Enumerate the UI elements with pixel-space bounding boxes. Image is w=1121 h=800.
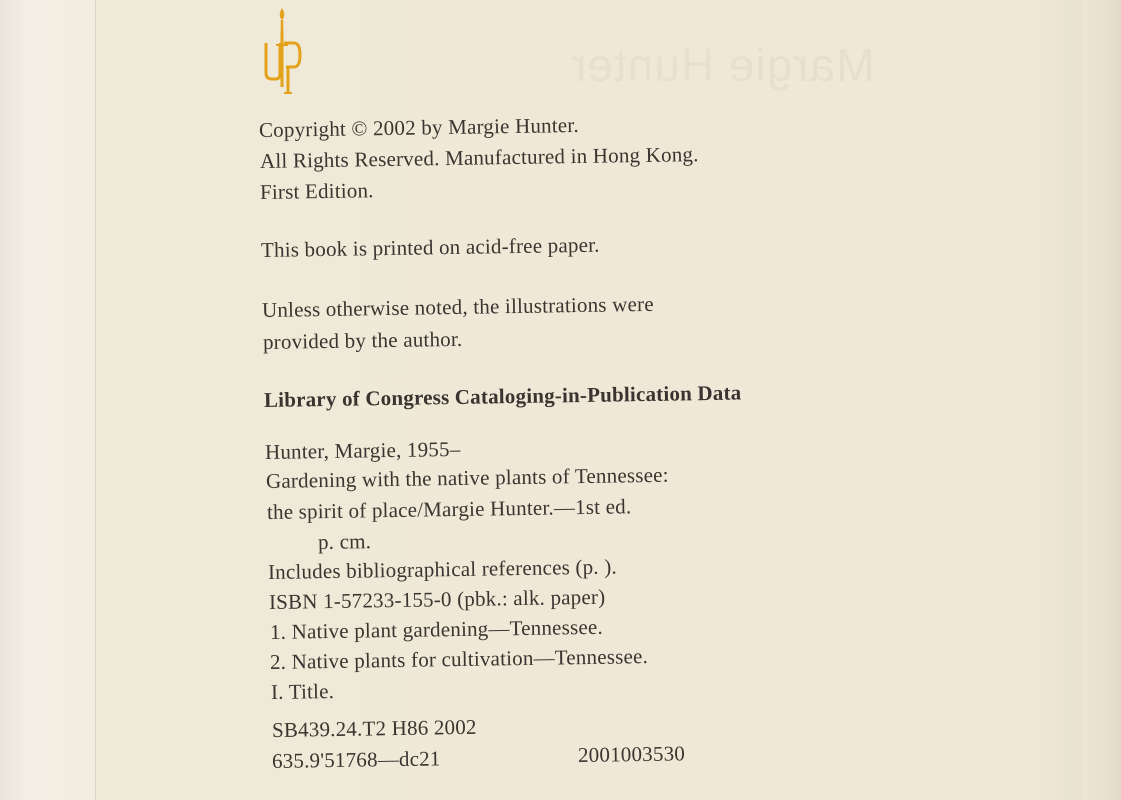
call-number: SB439.24.T2 H86 2002 — [271, 714, 477, 742]
publisher-logo-icon — [262, 5, 304, 95]
paper-note: This book is printed on acid-free paper. — [260, 232, 600, 262]
copyright-line: Copyright © 2002 by Margie Hunter. — [258, 112, 579, 142]
cip-subject-1: 1. Native plant gardening—Tennessee. — [269, 614, 604, 644]
rights-line: All Rights Reserved. Manufactured in Hong Kong. — [259, 142, 699, 173]
edition-line: First Edition. — [259, 178, 374, 204]
show-through-text: Margie Hunter — [570, 39, 875, 91]
page-stack-edge — [1083, 0, 1121, 800]
cip-references: Includes bibliographical references (p. ). — [267, 554, 618, 584]
cip-subtitle: the spirit of place/Margie Hunter.—1st ed. — [266, 494, 632, 524]
cip-author: Hunter, Margie, 1955– — [264, 436, 461, 464]
cip-title-entry: I. Title. — [270, 679, 335, 704]
illustration-note-line-2: provided by the author. — [262, 326, 463, 354]
dewey-number: 635.9'51768—dc21 — [271, 746, 441, 773]
cip-heading: Library of Congress Cataloging-in-Publication Data — [263, 380, 742, 412]
cip-subject-2: 2. Native plants for cultivation—Tennessee. — [269, 644, 649, 674]
cip-title: Gardening with the native plants of Tennessee: — [265, 462, 669, 493]
lccn: 2001003530 — [577, 741, 686, 767]
cip-pages: p. cm. — [317, 529, 372, 554]
cip-isbn: ISBN 1-57233-155-0 (pbk.: alk. paper) — [268, 584, 606, 614]
facing-page-edge — [0, 0, 96, 800]
illustration-note-line-1: Unless otherwise noted, the illustrations were — [261, 291, 654, 322]
